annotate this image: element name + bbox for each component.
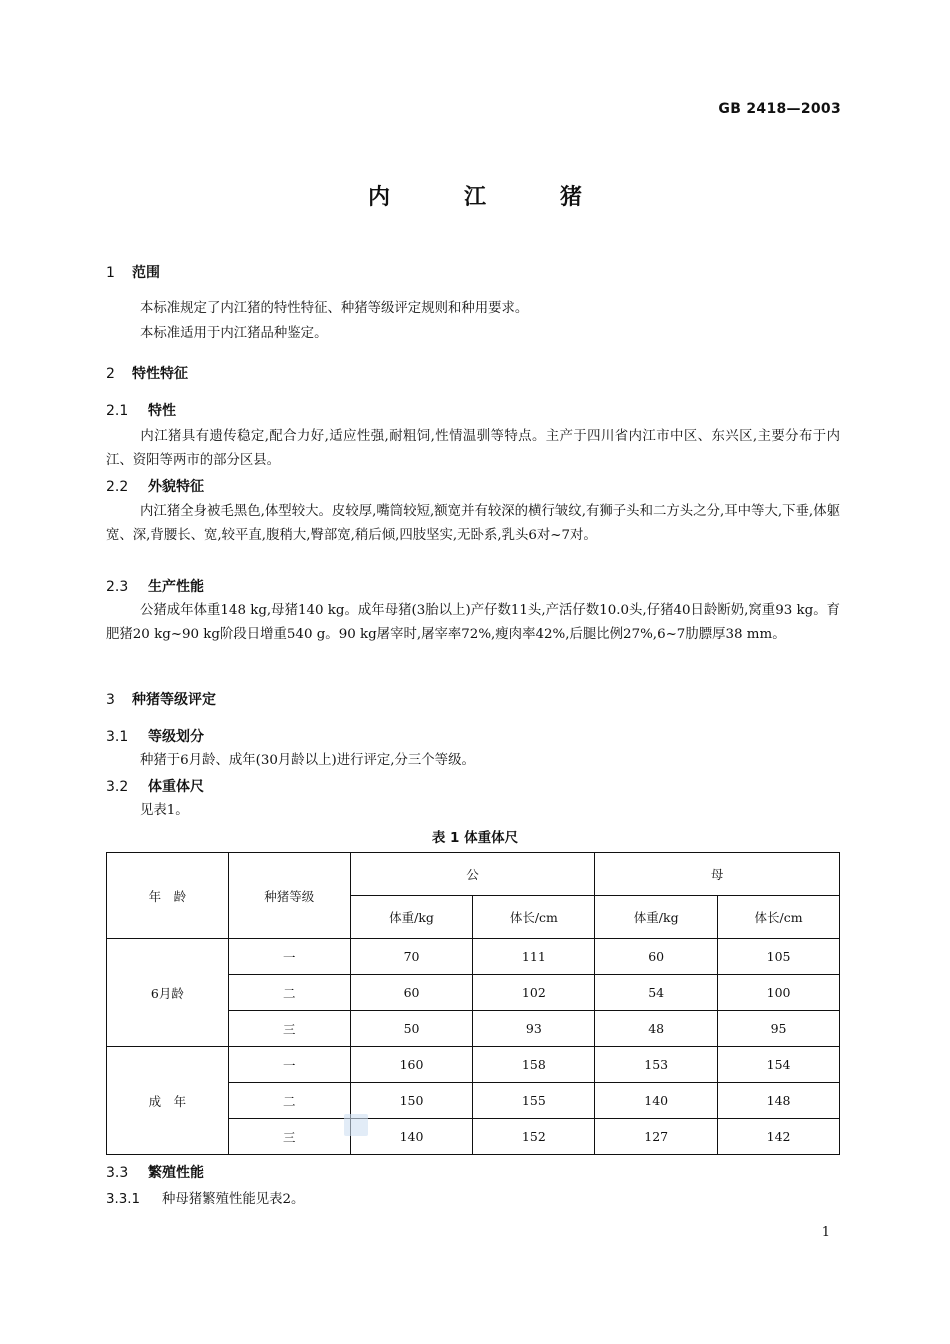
section-1-heading (106, 262, 160, 282)
weight-size-table (106, 852, 840, 1155)
value-cell: 153 (595, 1047, 718, 1083)
section-2-1-heading (106, 400, 176, 420)
value-cell: 152 (473, 1119, 595, 1155)
value-cell: 142 (718, 1119, 840, 1155)
header-male-length: 体长/cm (473, 896, 595, 939)
section-number: 3.3 (106, 1165, 129, 1181)
value-cell: 70 (350, 939, 473, 975)
section-2-2-heading (106, 476, 204, 496)
header-female-length: 体长/cm (718, 896, 840, 939)
section-number: 2 (106, 366, 115, 382)
section-3-3-1 (106, 1188, 304, 1207)
age-cell: 6月龄 (107, 939, 229, 1047)
value-cell: 93 (473, 1011, 595, 1047)
value-cell: 111 (473, 939, 595, 975)
paragraph: 内江猪全身被毛黑色,体型较大。皮较厚,嘴筒较短,额宽并有较深的横行皱纹,有狮子头和二方头之分,耳中等大,下垂,体躯宽、深,背腰长、宽,较平直,腹稍大,臀部宽,稍后倾,四肢坚实,无卧系,乳头6对~7对。 (106, 504, 840, 543)
section-title: 等级划分 (148, 729, 204, 745)
table-caption: 表 1 体重体尺 (431, 830, 519, 846)
value-cell: 155 (473, 1083, 595, 1119)
grade-cell: 三 (228, 1011, 350, 1047)
section-title: 特性 (148, 403, 176, 419)
section-3-1-heading (106, 726, 204, 746)
grade-cell: 二 (228, 975, 350, 1011)
header-male: 公 (350, 853, 595, 896)
table-row (107, 1047, 840, 1083)
section-2-heading (106, 363, 188, 383)
header-age: 年 龄 (107, 853, 229, 939)
paragraph: 本标准适用于内江猪品种鉴定。 (140, 326, 328, 341)
value-cell: 60 (350, 975, 473, 1011)
section-number: 3.2 (106, 779, 129, 795)
section-number: 3 (106, 692, 115, 708)
section-number: 3.3.1 (106, 1192, 141, 1207)
section-title: 繁殖性能 (148, 1165, 204, 1181)
section-title: 体重体尺 (148, 779, 204, 795)
grade-cell: 一 (228, 939, 350, 975)
header-female: 母 (595, 853, 840, 896)
watermark-logo-icon (344, 1114, 368, 1136)
document-number: GB 2418—2003 (718, 101, 841, 117)
table-row (107, 939, 840, 975)
value-cell: 148 (718, 1083, 840, 1119)
value-cell: 60 (595, 939, 718, 975)
value-cell: 127 (595, 1119, 718, 1155)
grade-cell: 三 (228, 1119, 350, 1155)
section-3-3-heading (106, 1162, 204, 1182)
title-char-1: 内 (367, 185, 390, 210)
value-cell: 48 (595, 1011, 718, 1047)
section-title: 范围 (132, 265, 160, 281)
section-number: 2.3 (106, 579, 129, 595)
section-3-heading (106, 689, 216, 709)
section-number: 1 (106, 265, 115, 281)
value-cell: 95 (718, 1011, 840, 1047)
section-number: 2.1 (106, 403, 129, 419)
title-char-3: 猪 (560, 185, 583, 210)
header-grade: 种猪等级 (228, 853, 350, 939)
value-cell: 154 (718, 1047, 840, 1083)
paragraph: 内江猪具有遗传稳定,配合力好,适应性强,耐粗饲,性情温驯等特点。主产于四川省内江市中区、东兴区,主要分布于内江、资阳等两市的部分区县。 (106, 429, 840, 468)
header-female-weight: 体重/kg (595, 896, 718, 939)
section-title: 特性特征 (132, 366, 188, 382)
value-cell: 160 (350, 1047, 473, 1083)
section-2-3-heading (106, 576, 204, 596)
value-cell: 150 (350, 1083, 473, 1119)
grade-cell: 一 (228, 1047, 350, 1083)
value-cell: 140 (595, 1083, 718, 1119)
value-cell: 102 (473, 975, 595, 1011)
value-cell: 140 (350, 1119, 473, 1155)
title-char-2: 江 (463, 185, 486, 210)
section-number: 2.2 (106, 479, 129, 495)
section-text: 种母猪繁殖性能见表2。 (162, 1192, 305, 1207)
grade-cell: 二 (228, 1083, 350, 1119)
value-cell: 158 (473, 1047, 595, 1083)
section-3-2-heading (106, 776, 204, 796)
value-cell: 100 (718, 975, 840, 1011)
value-cell: 50 (350, 1011, 473, 1047)
paragraph: 见表1。 (140, 803, 189, 818)
document-title (0, 180, 950, 211)
section-title: 生产性能 (148, 579, 204, 595)
paragraph: 种猪于6月龄、成年(30月龄以上)进行评定,分三个等级。 (140, 753, 475, 768)
section-title: 种猪等级评定 (132, 692, 216, 708)
paragraph: 公猪成年体重148 kg,母猪140 kg。成年母猪(3胎以上)产仔数11头,产活仔数10.0头,仔猪40日龄断奶,窝重93 kg。育肥猪20 kg~90 kg阶段日增重540 g。90 kg屠宰时,屠宰率72%,瘦肉率42%,后腿比例27%,6~7肋膘厚38 mm。 (106, 603, 840, 642)
paragraph: 本标准规定了内江猪的特性特征、种猪等级评定规则和种用要求。 (140, 301, 529, 316)
header-male-weight: 体重/kg (350, 896, 473, 939)
section-title: 外貌特征 (148, 479, 204, 495)
value-cell: 54 (595, 975, 718, 1011)
age-cell: 成 年 (107, 1047, 229, 1155)
page-number: 1 (821, 1225, 830, 1240)
section-number: 3.1 (106, 729, 129, 745)
value-cell: 105 (718, 939, 840, 975)
